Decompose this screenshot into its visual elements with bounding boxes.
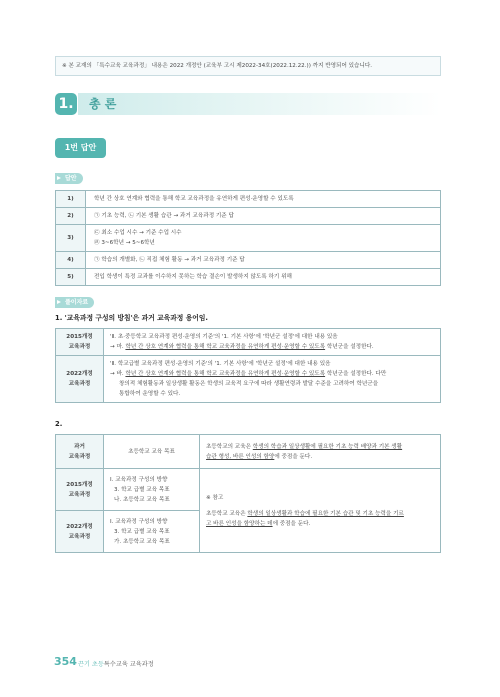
location-line: 가. 초등학교 교육 목표	[114, 538, 170, 545]
curriculum-label-line: 교육과정	[68, 344, 91, 350]
answer-text: 전입 학생이 특정 교과를 이수하지 못하는 학습 결손이 발생하지 않도록 하기 위해	[86, 269, 441, 286]
curriculum-label-line: 2015개정	[66, 481, 93, 488]
answer-row	[56, 269, 441, 286]
page-number: 354	[54, 655, 77, 668]
curriculum-label	[56, 511, 104, 553]
answer-number: 1)	[56, 191, 86, 208]
goal-location	[104, 469, 200, 511]
answer-text: 학년 간 상호 연계와 협력을 통해 학교 교육과정을 유연하게 편성·운영할 수 있도록	[86, 191, 441, 208]
content-line: → 마. 학년 간 상호 연계와 협력을 통해 학교 교육과정을 유연하게 편성·운영할 수 있도록 학년군을 설정한다.	[110, 344, 374, 350]
location-line: 3. 학교 급별 교육 목표	[114, 486, 170, 493]
location-line: 나. 초등학교 교육 목표	[114, 496, 170, 503]
goal-location	[104, 511, 200, 553]
goal-name: 초등학교 교육 목표	[104, 435, 200, 469]
goal-text-current	[200, 469, 441, 553]
curriculum-content	[104, 356, 441, 403]
note-label: ※ 참고	[206, 494, 224, 501]
curriculum-label-line: 2022개정	[66, 523, 93, 530]
answer-tag: 1번 답안	[55, 138, 106, 158]
answer-text: ㉠ 기초 능력, ㉡ 기본 생활 습관 → 과거 교육과정 기준 답	[86, 208, 441, 225]
q2-row	[56, 469, 441, 511]
curriculum-label	[56, 469, 104, 511]
book-name: 끈기 초등	[78, 661, 104, 668]
footer-title	[78, 659, 154, 668]
curriculum-label-line: 2015개정	[66, 334, 93, 340]
curriculum-label-line: 교육과정	[68, 381, 91, 387]
q2-table	[55, 434, 441, 553]
q1-row	[56, 329, 441, 356]
goal-line: 초등학교 교육은 학생의 일상생활과 학습에 필요한 기본 습관 및 기초 능력을 기르	[206, 510, 404, 517]
curriculum-label	[56, 356, 104, 403]
answer-line: ㉢ 최소 수업 시수 → 기준 수업 시수	[94, 230, 182, 236]
curriculum-label	[56, 435, 104, 469]
curriculum-label-line: 교육과정	[68, 533, 91, 540]
curriculum-label-line: 교육과정	[68, 491, 91, 498]
goal-text: 초등학교의 교육은 학생의 학습과 일상생활에 필요한 기초 능력 배양과 기본 생활 습관 형성, 바른 인성의 함양에 중점을 둔다.	[200, 435, 441, 469]
curriculum-label-line: 2022개정	[66, 371, 93, 377]
curriculum-label	[56, 329, 104, 356]
curriculum-content	[104, 329, 441, 356]
goal-line: 고 바른 인성을 함양하는 데에 중점을 둔다.	[206, 520, 311, 527]
answer-number: 2)	[56, 208, 86, 225]
chapter-bar	[78, 93, 441, 115]
answer-row	[56, 208, 441, 225]
content-line: 'Ⅱ. 학교급별 교육과정 편성·운영의 기준'의 '1. 기본 사항'에 '학년군 설정'에 대한 내용 있음	[110, 361, 331, 367]
location-line: Ⅰ. 교육과정 구성의 방향	[110, 518, 168, 525]
q2-row	[56, 435, 441, 469]
content-line: 'Ⅱ. 초·중등학교 교육과정 편성·운영의 기준'의 '1. 기본 사항'에 '학년군 설정'에 대한 내용 있음	[110, 334, 338, 340]
q1-title: 1. '교육과정 구성의 방침'은 과거 교육과정 용어임.	[55, 314, 209, 322]
explain-section-label: 풀이자료	[55, 297, 94, 308]
answer-table	[55, 190, 441, 286]
answer-row	[56, 225, 441, 252]
notice-box: ※ 본 교재의 「특수교육 교육과정」 내용은 2022 개정안 (교육부 고시 제2022-34호(2022.12.22.)) 까지 반영되어 있습니다.	[55, 56, 441, 76]
content-line: 창의적 체험활동과 일상생활 활동은 학생의 교육적 요구에 따라 생활연령과 발달 수준을 고려하여 학년군을	[119, 381, 379, 387]
answer-number: 4)	[56, 252, 86, 269]
q1-row	[56, 356, 441, 403]
answer-number: 5)	[56, 269, 86, 286]
answer-number: 3)	[56, 225, 86, 252]
answer-text	[86, 225, 441, 252]
curriculum-label-line: 과거	[74, 443, 85, 450]
chapter-number: 1.	[55, 93, 77, 115]
answer-section-label: 답안	[55, 173, 83, 184]
q1-table	[55, 328, 441, 403]
curriculum-label-line: 교육과정	[68, 453, 91, 460]
answer-row	[56, 252, 441, 269]
content-line: 통합하여 운영할 수 있다.	[119, 391, 181, 397]
subject-name: 특수교육 교육과정	[103, 661, 154, 668]
location-line: 3. 학교 급별 교육 목표	[114, 528, 170, 535]
content-line: → 바. 학년 간 상호 연계와 협력을 통해 학교 교육과정을 유연하게 편성·운영할 수 있도록 학년군을 설정한다. 다만	[110, 371, 387, 377]
q2-title: 2.	[55, 420, 63, 428]
chapter-title: 총 론	[89, 97, 117, 111]
location-line: Ⅰ. 교육과정 구성의 방향	[110, 476, 168, 483]
answer-text: ㉠ 학습의 개별화, ㉡ 직접 체험 활동 → 과거 교육과정 기준 답	[86, 252, 441, 269]
answer-row	[56, 191, 441, 208]
answer-line: ㉣ 3~6학년 → 5~6학년	[94, 240, 155, 246]
